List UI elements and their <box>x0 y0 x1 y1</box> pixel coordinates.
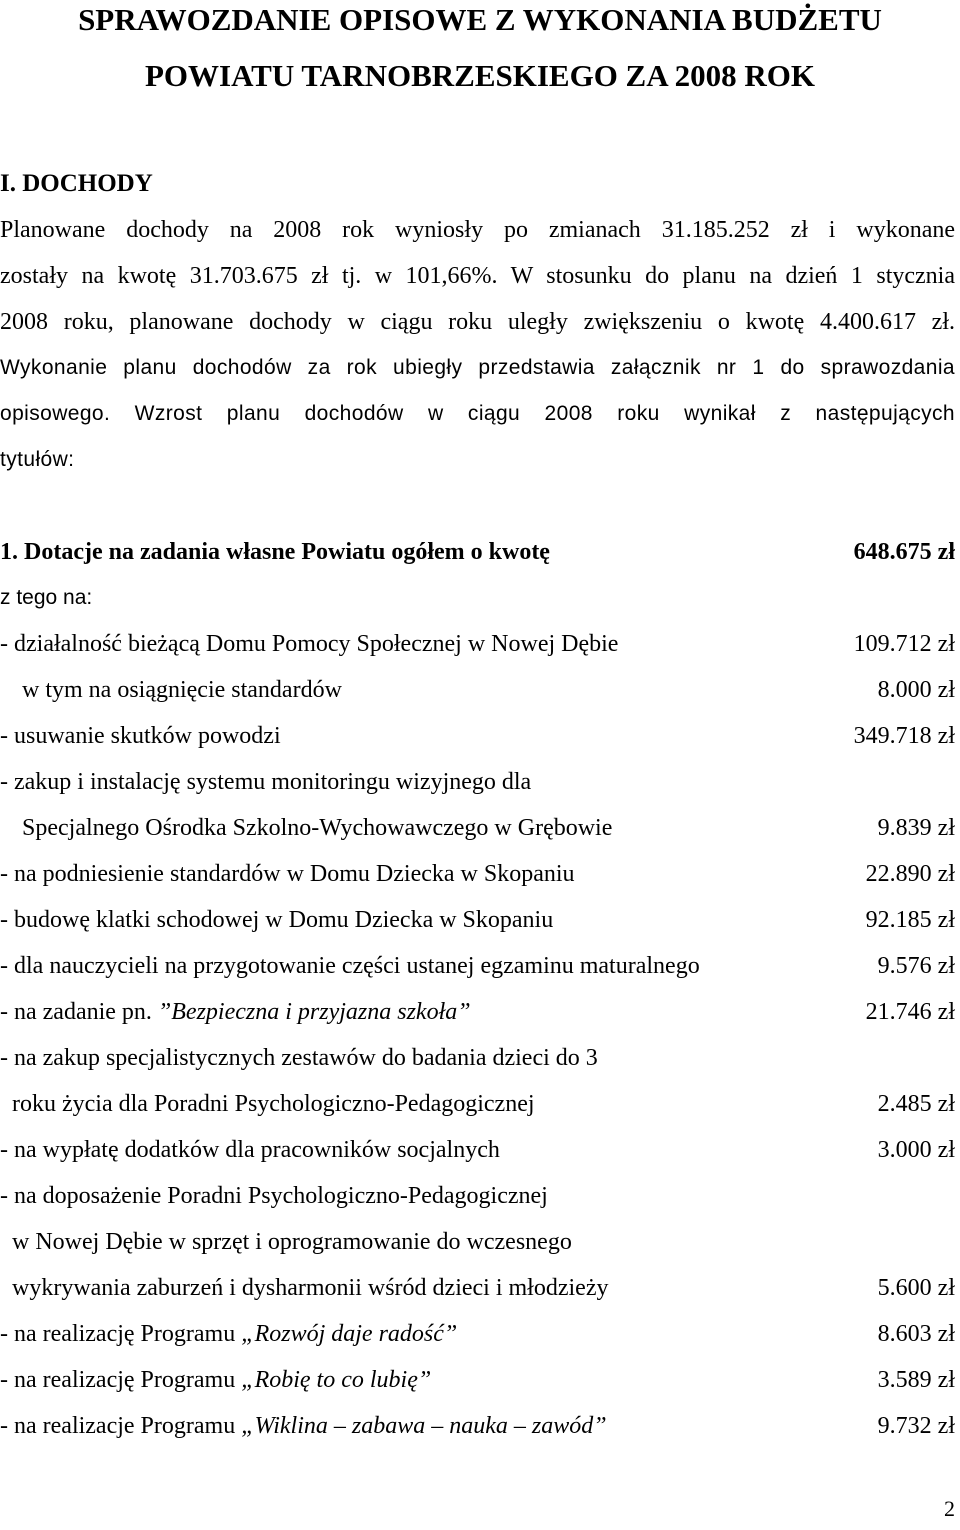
item-label: - na podniesienie standardów w Domu Dziecka w Skopaniu <box>0 861 575 887</box>
list-item <box>0 716 955 762</box>
document-title-line-1: SPRAWOZDANIE OPISOWE Z WYKONANIA BUDŻETU <box>78 2 882 37</box>
item-amount: 5.600 zł <box>877 1275 955 1301</box>
list-item <box>0 1314 955 1360</box>
item-label-italic: „Wiklina – zabawa – nauka – zawód” <box>241 1413 607 1439</box>
item-label: - na wypłatę dodatków dla pracowników socjalnych <box>0 1137 500 1163</box>
list-item <box>0 1222 955 1268</box>
paragraph-line: zostały na kwotę 31.703.675 zł tj. w 101,66%. W stosunku do planu na dzień 1 stycznia <box>0 263 955 289</box>
paragraph-line: Planowane dochody na 2008 rok wyniosły po zmianach 31.185.252 zł i wykonane <box>0 217 955 243</box>
item-label-italic: „Rozwój daje radość” <box>241 1321 458 1347</box>
page-number: 2 <box>944 1496 955 1521</box>
item-amount: 8.000 zł <box>877 677 955 703</box>
item-label: wykrywania zaburzeń i dysharmonii wśród dzieci i młodzieży <box>12 1275 609 1301</box>
list-item <box>0 854 955 900</box>
item-amount: 3.000 zł <box>877 1137 955 1163</box>
list-item <box>0 900 955 946</box>
paragraph-line: Wykonanie planu dochodów za rok ubiegły przedstawia załącznik nr 1 do sprawozdania <box>0 356 955 379</box>
item-amount: 3.589 zł <box>877 1367 955 1393</box>
paragraph-line: tytułów: <box>0 448 75 471</box>
item-label <box>0 992 471 1032</box>
list-item <box>0 578 955 624</box>
item-amount: 2.485 zł <box>877 1091 955 1117</box>
list-item <box>0 1176 955 1222</box>
paragraph-line: 2008 roku, planowane dochody w ciągu roku uległy zwiększeniu o kwotę 4.400.617 zł. <box>0 309 955 335</box>
item-label: - działalność bieżącą Domu Pomocy Społecznej w Nowej Dębie <box>0 631 619 657</box>
item-amount: 9.732 zł <box>877 1413 955 1439</box>
document-title-line-2: POWIATU TARNOBRZESKIEGO ZA 2008 ROK <box>144 58 816 93</box>
item-label: z tego na: <box>0 586 93 609</box>
item-label: - dla nauczycieli na przygotowanie części ustanej egzaminu maturalnego <box>0 953 700 979</box>
item-amount: 21.746 zł <box>865 999 955 1025</box>
item-label: Specjalnego Ośrodka Szkolno-Wychowawczego w Grębowie <box>22 815 613 841</box>
intro-paragraph <box>0 212 955 488</box>
item-label: - na zakup specjalistycznych zestawów do badania dzieci do 3 <box>0 1045 598 1071</box>
item-amount: 92.185 zł <box>865 907 955 933</box>
list-item <box>0 670 955 716</box>
item-amount: 9.839 zł <box>877 815 955 841</box>
item-amount: 109.712 zł <box>853 631 955 657</box>
list-item <box>0 1038 955 1084</box>
item-label-italic: ”Bezpieczna i przyjazna szkoła” <box>157 999 471 1025</box>
item-label-prefix: - na realizację Programu <box>0 1367 242 1393</box>
item-label: - usuwanie skutków powodzi <box>0 723 281 749</box>
list-item <box>0 1360 955 1406</box>
paragraph-line: opisowego. Wzrost planu dochodów w ciągu 2008 roku wynikał z następujących <box>0 402 955 425</box>
item-label <box>0 1314 457 1354</box>
list-item <box>0 1084 955 1130</box>
item-label: - na doposażenie Poradni Psychologiczno-Pedagogicznej <box>0 1183 548 1209</box>
list-item <box>0 1406 955 1452</box>
item-label: roku życia dla Poradni Psychologiczno-Pedagogicznej <box>12 1091 535 1117</box>
list-item <box>0 1130 955 1176</box>
item-label: - budowę klatki schodowej w Domu Dziecka w Skopaniu <box>0 907 554 933</box>
list-item <box>0 946 955 992</box>
list-item <box>0 762 955 808</box>
item-label <box>0 1406 607 1446</box>
item-amount: 349.718 zł <box>853 723 955 749</box>
item-amount: 648.675 zł <box>853 539 955 565</box>
item-label-prefix: - na zadanie pn. <box>0 999 158 1025</box>
item-label: 1. Dotacje na zadania własne Powiatu ogółem o kwotę <box>0 539 550 565</box>
list-item <box>0 624 955 670</box>
item-label: w tym na osiągnięcie standardów <box>22 677 342 703</box>
item-label-italic: „Robię to co lubię” <box>241 1367 432 1393</box>
item-label: w Nowej Dębie w sprzęt i oprogramowanie do wczesnego <box>12 1229 572 1255</box>
item-label-prefix: - na realizacje Programu <box>0 1413 242 1439</box>
section-heading: I. DOCHODY <box>0 170 153 197</box>
item-amount: 22.890 zł <box>865 861 955 887</box>
list-item <box>0 1268 955 1314</box>
list-item <box>0 992 955 1038</box>
item-label-prefix: - na realizację Programu <box>0 1321 242 1347</box>
list-item <box>0 808 955 854</box>
revenue-items-list <box>0 532 955 1452</box>
list-item <box>0 532 955 578</box>
item-amount: 8.603 zł <box>877 1321 955 1347</box>
item-amount: 9.576 zł <box>877 953 955 979</box>
item-label: - zakup i instalację systemu monitoringu wizyjnego dla <box>0 769 532 795</box>
item-label <box>0 1360 431 1400</box>
